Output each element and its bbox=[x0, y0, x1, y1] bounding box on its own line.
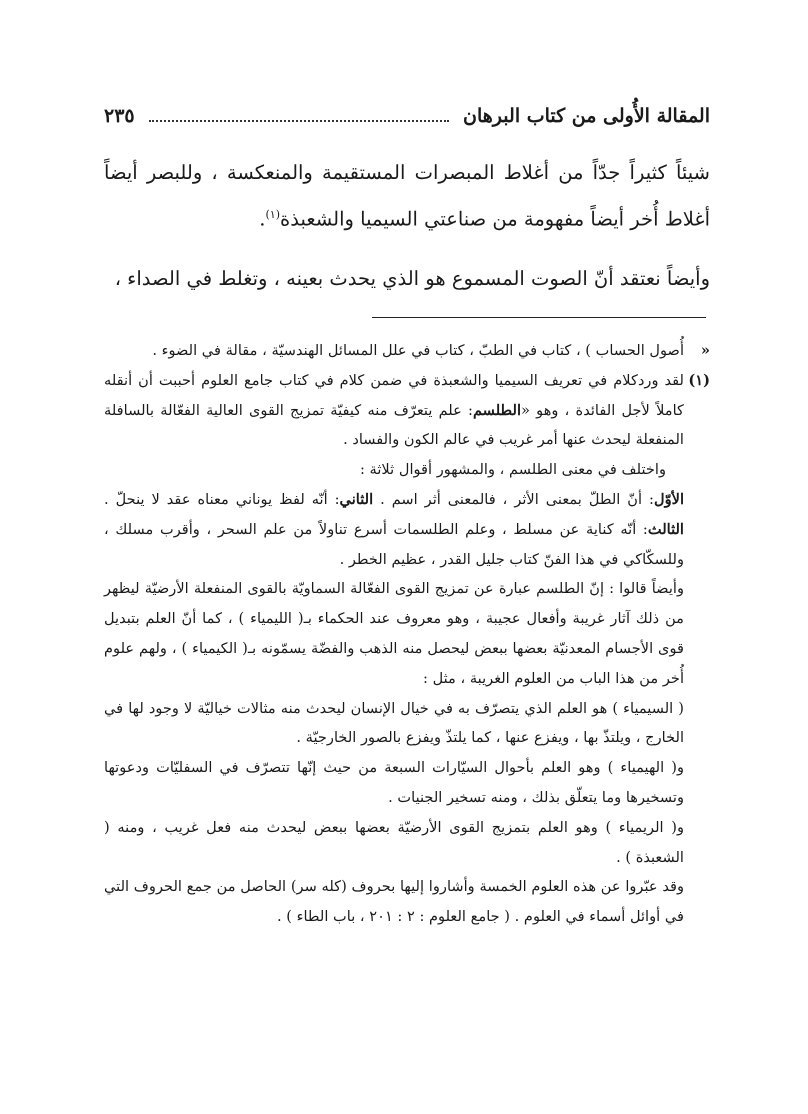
footnote-1-para-7: و( الريمياء ) وهو العلم بتمزيج القوى الأرضيّة بعضها ببعض ليحدث منه فعل غريب ، ومنه ( الشعبذة ) . bbox=[104, 818, 684, 866]
footnote-1-para-6: و( الهيمياء ) وهو العلم بأحوال السيّارات السبعة من حيث إنّها تتصرّف في السفليّات ودعوتها وتسخيرها وما يتعلّق بذلك ، ومنه تسخير الجنيات . bbox=[104, 759, 684, 806]
footnote-1 bbox=[104, 366, 710, 455]
footnote-1-para-4: وأيضاً قالوا : إنّ الطلسم عبارة عن تمزيج القوى الفعّالة السماويّة بالقوى المنفعلة الأرضيّة ليظهر من ذلك آثار غريبة وأفعال عجيبة ، وهو معروف عند الحكماء بـ( الليمياء ) ، كما أنّ العلم بتبديل قوى الأجسام المعدنيّة بعضها ببعض ليحصل منه الذهب والفضّة يسمّونه بـ( الكيمياء ) ، ولهم علوم أُخر من هذا الباب من العلوم الغريبة ، مثل : bbox=[104, 580, 684, 687]
footnote-1-para-2: واختلف في معنى الطلسم ، والمشهور أقوال ثلاثة : bbox=[359, 461, 666, 479]
header-title: المقالة الأُولى من كتاب البرهان bbox=[463, 105, 710, 127]
footnote-1-bold-term: الطلسم bbox=[472, 401, 522, 419]
main-text-1-end: . bbox=[259, 207, 266, 231]
first-text: : أنّ الطلّ بمعنى الأثر ، فالمعنى أثر اسم . bbox=[380, 490, 654, 508]
main-text-2: وأيضاً نعتقد أنّ الصوت المسموع هو الذي يحدث بعينه ، وتغلط في الصداء ، bbox=[114, 267, 710, 290]
running-header bbox=[104, 100, 710, 132]
third-label: الثالث bbox=[647, 520, 684, 538]
footnote-1-marker: (١) bbox=[688, 371, 710, 389]
first-label: الأوّل bbox=[653, 490, 684, 508]
footnote-separator bbox=[372, 317, 706, 318]
footnote-1-para-8: وقد عبّروا عن هذه العلوم الخمسة وأشاروا إليها بحروف (كله سر) الحاصل من جمع الحروف التي في أوائل أسماء في العلوم . ( جامع العلوم : ٢ : ٢٠١ ، باب الطاء ) . bbox=[104, 878, 684, 926]
footnote-1-para-5: ( السيمياء ) هو العلم الذي يتصرّف به في خيال الإنسان ليحدث منه مثالات خياليّة لا وجود لها في الخارج ، ويلتذّ بها ، ويفزع عنها ، كما يلتذّ ويفزع بالصور الخارجيّة . bbox=[104, 699, 684, 747]
footnote-1-text-a: لقد وردكلام في تعريف السيميا والشعبذة في ضمن كلام في كتاب جامع العلوم أحببت أن أنقله كاملاً لأجل الفائدة ، وهو « bbox=[104, 371, 684, 419]
main-paragraph-1 bbox=[104, 152, 710, 241]
footnote-1-text bbox=[104, 366, 684, 455]
continuation-marker: « bbox=[700, 342, 710, 359]
footnote-continuation bbox=[104, 336, 710, 366]
second-text: : أنّه لفظ يوناني معناه عقد لا ينحلّ . bbox=[104, 490, 340, 508]
continuation-text: أُصول الحساب ) ، كتاب في الطبّ ، كتاب في علل المسائل الهندسيّة ، مقالة في الضوء . bbox=[152, 342, 684, 359]
footnote-ref-1[interactable]: (١) bbox=[265, 208, 281, 221]
footnotes bbox=[104, 336, 710, 932]
main-text-1: شيئاً كثيراً جدّاً من أغلاط المبصرات المستقيمة والمنعكسة ، وللبصر أيضاً أغلاط أُخر أيضاً مفهومة من صناعتي السيميا والشعبذة bbox=[104, 161, 710, 231]
header-dotted-leader bbox=[149, 120, 449, 122]
footnote-1-para-3 bbox=[104, 485, 710, 574]
main-paragraph-2 bbox=[104, 258, 710, 300]
third-text: : أنّه كناية عن مسلط ، وعلم الطلسمات أسرع تناولاً من علم السحر ، وأقرب مسلك ، وللسكّاكي في هذا الفنّ كتاب جليل القدر ، عظيم الخطر . bbox=[104, 520, 684, 568]
second-label: الثاني bbox=[339, 490, 374, 508]
footnote-1-text-b: : علم يتعرّف منه كيفيّة تمزيج القوى العالية الفعّالة بالسافلة المنفعلة ليحدث عنها أمر غريب في عالم الكون والفساد . bbox=[104, 401, 684, 449]
page-number: ٢٣٥ bbox=[104, 105, 135, 127]
